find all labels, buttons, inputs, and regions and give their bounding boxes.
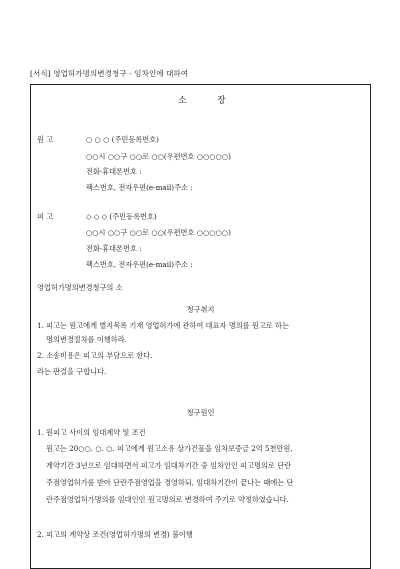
cause-item-1-line-1: 원고는 20○○. ○. ○. 피고에게 원고소유 상가건물을 임차보증금 2억 5천만원, (46, 444, 293, 453)
claim-closing: 라는 판결을 구합니다. (37, 367, 107, 376)
cause-item-1-title: 1. 원피고 사이의 임대계약 및 조건 (37, 428, 146, 437)
cause-item-1-line-2: 계약기간 3년으로 임대하면서 피고가 임대차기간 중 임차인인 피고명의로 단란 (46, 461, 292, 470)
cause-item-2-title: 2. 피고의 계약상 조건(영업허가명의 변경) 불이행 (37, 530, 193, 539)
doc-title-first: 소 (178, 96, 188, 106)
doc-title-second: 장 (217, 96, 227, 106)
plaintiff-fax-email: 팩스번호, 전자우편(e-mail)주소 : (86, 183, 193, 192)
form-caption: [서식] 영업허가명의변경청구 - 임차인에 대하여 (30, 69, 189, 78)
cause-item-1-line-3: 주점영업허가를 받아 단란주점영업을 경영하되, 임대차기간이 끝나는 때에는 단 (46, 478, 294, 487)
claim-item-2: 2. 소송비용은 피고의 부담으로 한다. (37, 351, 153, 360)
claim-item-1-cont: 명의변경절차를 이행하라. (46, 335, 127, 344)
defendant-address: ○○시 ○○구 ○○로 ○○(우편번호 ○○○○○) (86, 228, 231, 237)
defendant-phone: 전화·휴대폰번호 : (86, 244, 142, 253)
claim-item-1: 1. 피고는 원고에게 별지목록 기재 영업허가에 관하여 대표자 명의를 원고로 하는 (37, 321, 289, 330)
plaintiff-address: ○○시 ○○구 ○○로 ○○(우편번호 ○○○○○) (86, 152, 231, 161)
case-name: 영업허가명의변경청구의 소 (37, 283, 123, 292)
defendant-fax-email: 팩스번호, 전자우편(e-mail)주소 : (86, 260, 193, 269)
claim-heading: 청구취지 (186, 305, 215, 314)
cause-item-1-line-4: 란주점영업허가명의를 임대인인 원고명의로 변경하여 주기로 약정하였습니다. (46, 495, 289, 504)
plaintiff-name: ○ ○ ○ (주민등록번호) (86, 135, 159, 144)
cause-heading: 청구원인 (186, 408, 215, 417)
defendant-role: 피 고 (37, 212, 54, 221)
plaintiff-role: 원 고 (37, 135, 54, 144)
plaintiff-phone: 전화·휴대폰번호 : (86, 167, 142, 176)
document-body (30, 84, 371, 569)
defendant-name: ◇ ◇ ◇ (주민등록번호) (86, 212, 157, 221)
